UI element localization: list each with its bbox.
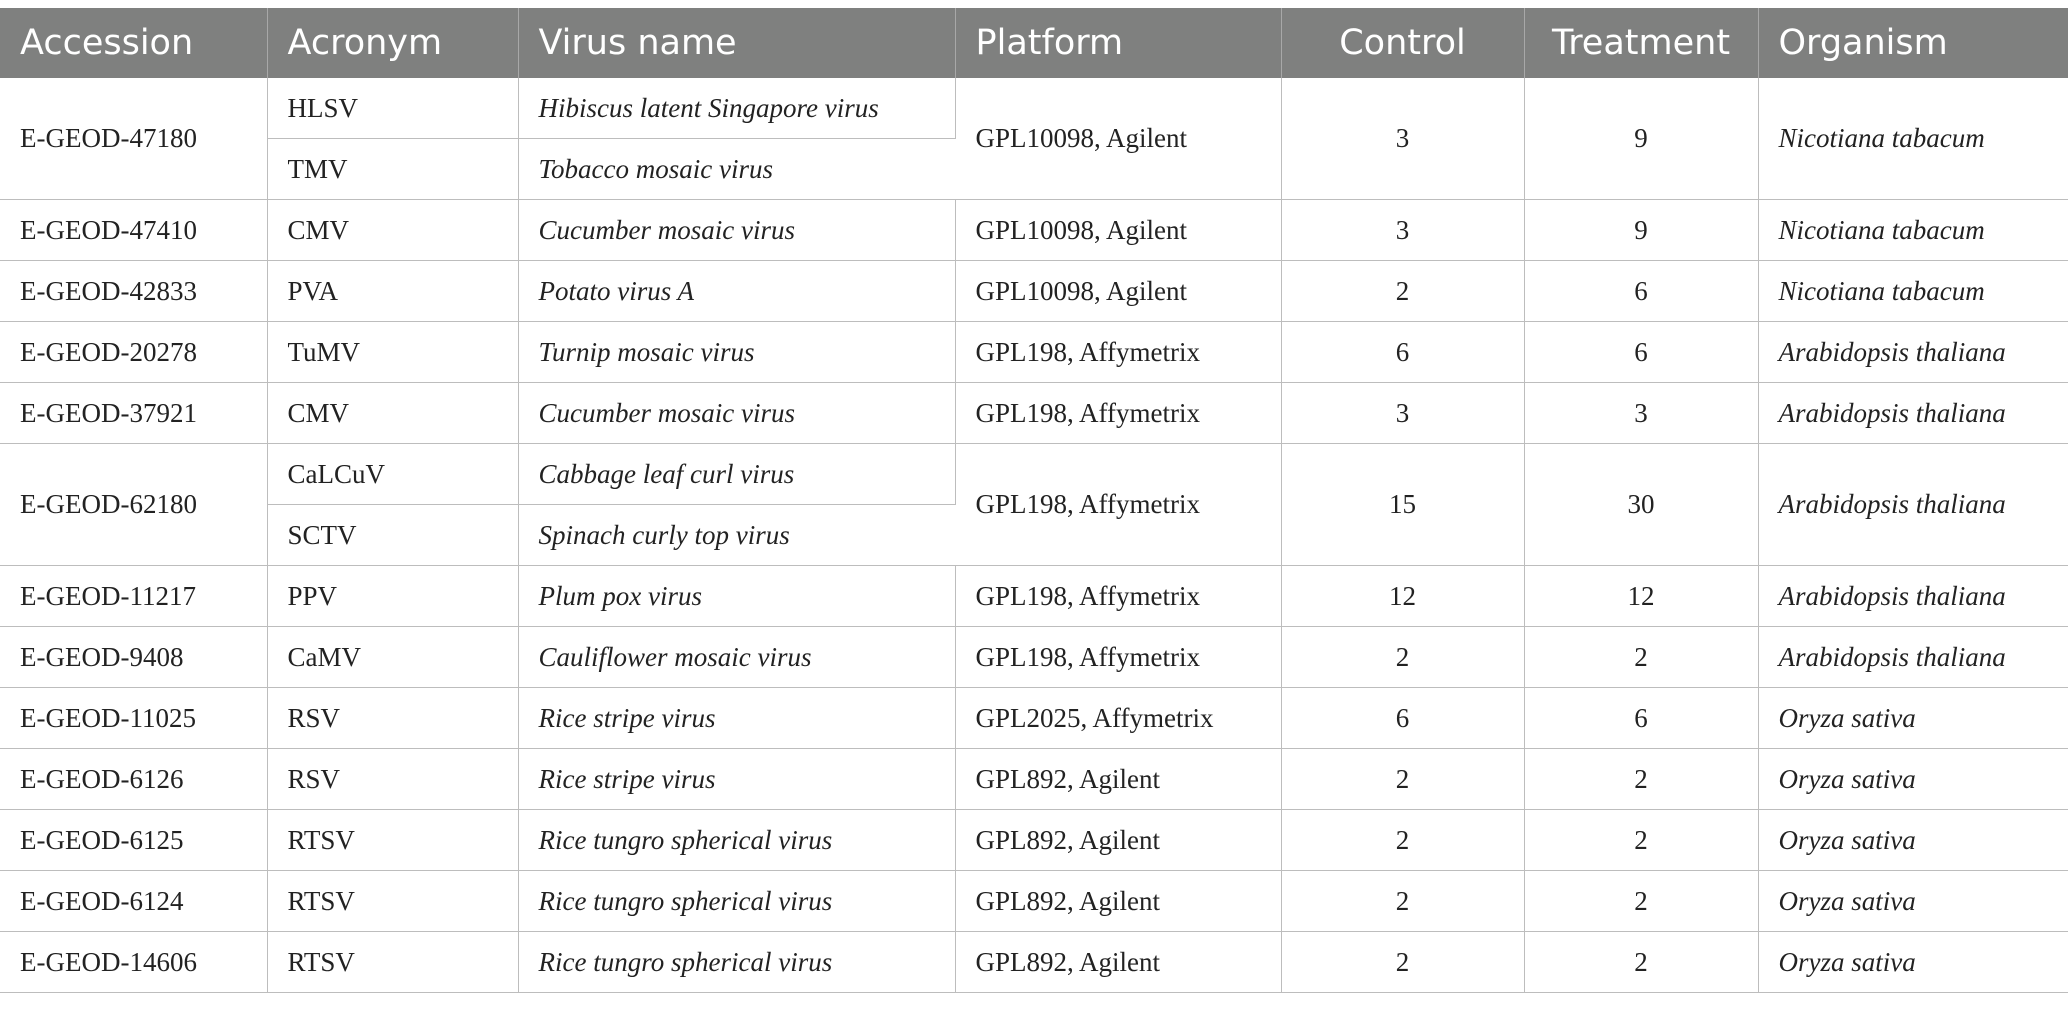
treatment-cell: 30: [1524, 444, 1758, 566]
platform-cell: GPL198, Affymetrix: [955, 566, 1281, 627]
virus-name-cell: Cucumber mosaic virus: [518, 200, 955, 261]
platform-cell: GPL10098, Agilent: [955, 78, 1281, 200]
virus-name-cell: Hibiscus latent Singapore virus: [518, 78, 955, 139]
header-platform: Platform: [955, 8, 1281, 78]
control-cell: 2: [1281, 627, 1524, 688]
platform-cell: GPL892, Agilent: [955, 932, 1281, 993]
control-cell: 15: [1281, 444, 1524, 566]
acronym-cell: HLSV: [267, 78, 518, 139]
acronym-cell: TuMV: [267, 322, 518, 383]
acronym-cell: SCTV: [267, 505, 518, 566]
control-cell: 3: [1281, 78, 1524, 200]
control-cell: 2: [1281, 932, 1524, 993]
table-row: [0, 810, 2068, 871]
control-cell: 2: [1281, 871, 1524, 932]
header-row: [0, 8, 2068, 78]
table-header: [0, 8, 2068, 78]
treatment-cell: 2: [1524, 627, 1758, 688]
table-row: [0, 932, 2068, 993]
control-cell: 12: [1281, 566, 1524, 627]
organism-cell: Oryza sativa: [1758, 871, 2068, 932]
acronym-cell: RSV: [267, 688, 518, 749]
treatment-cell: 9: [1524, 78, 1758, 200]
platform-cell: GPL10098, Agilent: [955, 200, 1281, 261]
table-row: [0, 322, 2068, 383]
organism-cell: Arabidopsis thaliana: [1758, 627, 2068, 688]
acronym-cell: TMV: [267, 139, 518, 200]
platform-cell: GPL198, Affymetrix: [955, 444, 1281, 566]
virus-name-cell: Plum pox virus: [518, 566, 955, 627]
header-acronym: Acronym: [267, 8, 518, 78]
platform-cell: GPL198, Affymetrix: [955, 383, 1281, 444]
accession-cell: E-GEOD-11217: [0, 566, 267, 627]
treatment-cell: 6: [1524, 688, 1758, 749]
header-accession: Accession: [0, 8, 267, 78]
acronym-cell: CaMV: [267, 627, 518, 688]
treatment-cell: 9: [1524, 200, 1758, 261]
accession-cell: E-GEOD-6124: [0, 871, 267, 932]
accession-cell: E-GEOD-11025: [0, 688, 267, 749]
platform-cell: GPL892, Agilent: [955, 871, 1281, 932]
virus-name-cell: Cabbage leaf curl virus: [518, 444, 955, 505]
organism-cell: Arabidopsis thaliana: [1758, 383, 2068, 444]
accession-cell: E-GEOD-42833: [0, 261, 267, 322]
table-row: [0, 871, 2068, 932]
accession-cell: E-GEOD-20278: [0, 322, 267, 383]
virus-name-cell: Potato virus A: [518, 261, 955, 322]
virus-name-cell: Turnip mosaic virus: [518, 322, 955, 383]
header-virus-name: Virus name: [518, 8, 955, 78]
platform-cell: GPL198, Affymetrix: [955, 627, 1281, 688]
table-row: [0, 627, 2068, 688]
table-row: [0, 688, 2068, 749]
treatment-cell: 2: [1524, 932, 1758, 993]
organism-cell: Nicotiana tabacum: [1758, 200, 2068, 261]
control-cell: 3: [1281, 200, 1524, 261]
header-treatment: Treatment: [1524, 8, 1758, 78]
organism-cell: Oryza sativa: [1758, 688, 2068, 749]
acronym-cell: RSV: [267, 749, 518, 810]
table-row: [0, 200, 2068, 261]
accession-cell: E-GEOD-62180: [0, 444, 267, 566]
acronym-cell: RTSV: [267, 932, 518, 993]
acronym-cell: CMV: [267, 200, 518, 261]
control-cell: 6: [1281, 322, 1524, 383]
organism-cell: Oryza sativa: [1758, 810, 2068, 871]
accession-cell: E-GEOD-14606: [0, 932, 267, 993]
platform-cell: GPL892, Agilent: [955, 810, 1281, 871]
virus-dataset-table: [0, 8, 2068, 993]
platform-cell: GPL198, Affymetrix: [955, 322, 1281, 383]
organism-cell: Arabidopsis thaliana: [1758, 322, 2068, 383]
organism-cell: Arabidopsis thaliana: [1758, 444, 2068, 566]
virus-name-cell: Cucumber mosaic virus: [518, 383, 955, 444]
virus-name-cell: Rice stripe virus: [518, 749, 955, 810]
virus-name-cell: Rice tungro spherical virus: [518, 810, 955, 871]
accession-cell: E-GEOD-47180: [0, 78, 267, 200]
header-control: Control: [1281, 8, 1524, 78]
table-row: [0, 78, 2068, 139]
virus-name-cell: Tobacco mosaic virus: [518, 139, 955, 200]
control-cell: 2: [1281, 749, 1524, 810]
organism-cell: Oryza sativa: [1758, 749, 2068, 810]
control-cell: 2: [1281, 810, 1524, 871]
treatment-cell: 2: [1524, 871, 1758, 932]
accession-cell: E-GEOD-37921: [0, 383, 267, 444]
virus-name-cell: Rice stripe virus: [518, 688, 955, 749]
platform-cell: GPL10098, Agilent: [955, 261, 1281, 322]
virus-name-cell: Spinach curly top virus: [518, 505, 955, 566]
organism-cell: Nicotiana tabacum: [1758, 261, 2068, 322]
table-row: [0, 749, 2068, 810]
virus-name-cell: Rice tungro spherical virus: [518, 871, 955, 932]
control-cell: 3: [1281, 383, 1524, 444]
accession-cell: E-GEOD-6126: [0, 749, 267, 810]
organism-cell: Oryza sativa: [1758, 932, 2068, 993]
control-cell: 6: [1281, 688, 1524, 749]
treatment-cell: 2: [1524, 749, 1758, 810]
treatment-cell: 6: [1524, 322, 1758, 383]
acronym-cell: CMV: [267, 383, 518, 444]
acronym-cell: RTSV: [267, 810, 518, 871]
treatment-cell: 3: [1524, 383, 1758, 444]
organism-cell: Arabidopsis thaliana: [1758, 566, 2068, 627]
treatment-cell: 12: [1524, 566, 1758, 627]
table-row: [0, 566, 2068, 627]
control-cell: 2: [1281, 261, 1524, 322]
treatment-cell: 6: [1524, 261, 1758, 322]
table-row: [0, 444, 2068, 505]
acronym-cell: PVA: [267, 261, 518, 322]
accession-cell: E-GEOD-9408: [0, 627, 267, 688]
organism-cell: Nicotiana tabacum: [1758, 78, 2068, 200]
table-row: [0, 383, 2068, 444]
accession-cell: E-GEOD-47410: [0, 200, 267, 261]
acronym-cell: CaLCuV: [267, 444, 518, 505]
accession-cell: E-GEOD-6125: [0, 810, 267, 871]
platform-cell: GPL2025, Affymetrix: [955, 688, 1281, 749]
treatment-cell: 2: [1524, 810, 1758, 871]
header-organism: Organism: [1758, 8, 2068, 78]
acronym-cell: PPV: [267, 566, 518, 627]
virus-name-cell: Cauliflower mosaic virus: [518, 627, 955, 688]
acronym-cell: RTSV: [267, 871, 518, 932]
table-body: [0, 78, 2068, 993]
platform-cell: GPL892, Agilent: [955, 749, 1281, 810]
virus-name-cell: Rice tungro spherical virus: [518, 932, 955, 993]
table-row: [0, 261, 2068, 322]
